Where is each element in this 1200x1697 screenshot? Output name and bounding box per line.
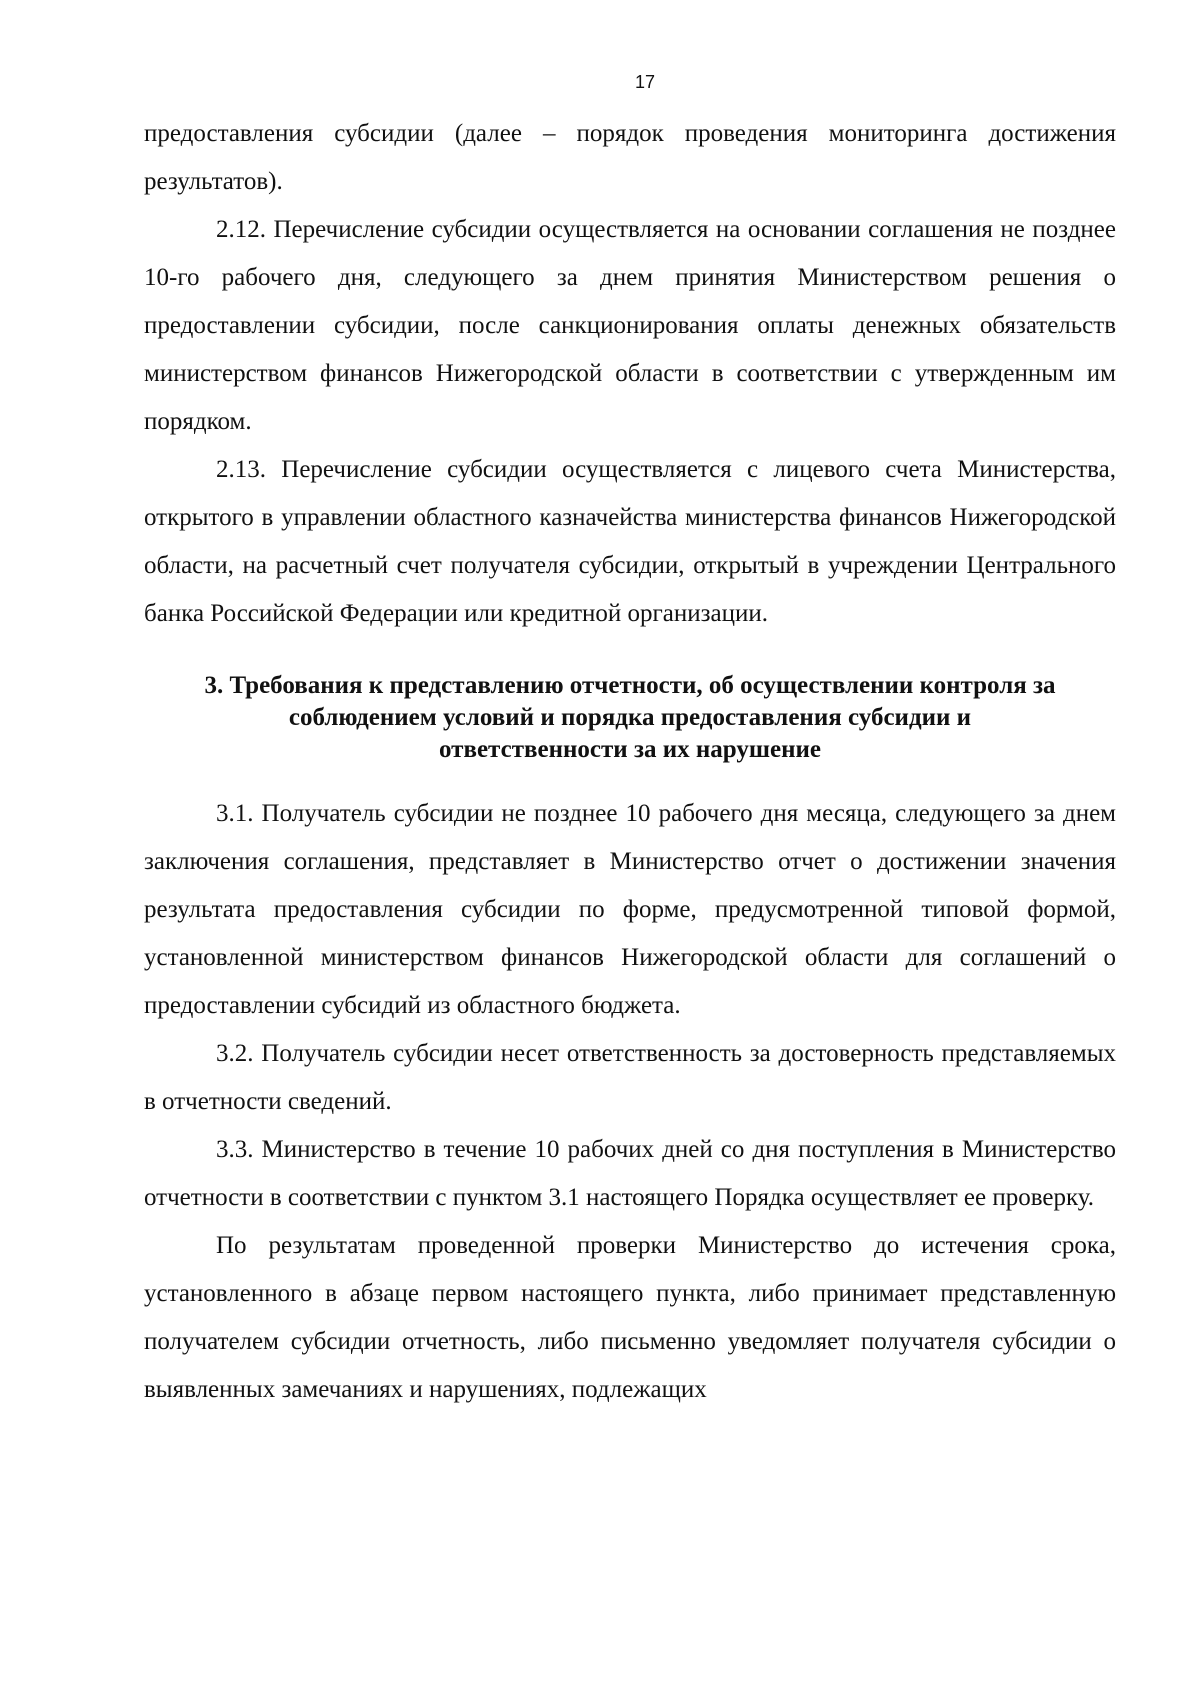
section-title-line: соблюдением условий и порядка предоставления субсидии и: [288, 704, 972, 731]
paragraph-continuation: предоставления субсидии (далее – порядок проведения мониторинга достижения результатов).: [144, 120, 1116, 195]
paragraph-results: По результатам проведенной проверки Министерство до истечения срока, установленного в абзаце первом настоящего пункта, либо принимает представленную получателем субсидии отчетность, либо письменно уведомляет получателя субсидии о выявленных замечаниях и нарушениях, подлежащих: [144, 1232, 1116, 1403]
section-title-line: 3. Требования к представлению отчетности, об осуществлении контроля за: [204, 672, 1056, 699]
paragraph-2-12: 2.12. Перечисление субсидии осуществляется на основании соглашения не позднее 10-го рабочего дня, следующего за днем принятия Министерством решения о предоставлении субсидии, после санкционирования оплаты денежных обязательств министерством финансов Нижегородской области в соответствии с утвержденным им порядком.: [144, 216, 1116, 435]
page-number: 17: [634, 72, 656, 92]
paragraphs-before: [144, 110, 1116, 638]
paragraphs-after: [144, 790, 1116, 1414]
paragraph-3-3: 3.3. Министерство в течение 10 рабочих дней со дня поступления в Министерство отчетности в соответствии с пунктом 3.1 настоящего Порядка осуществляет ее проверку.: [144, 1136, 1116, 1211]
section-title: [144, 670, 1116, 766]
paragraph-2-13: 2.13. Перечисление субсидии осуществляется с лицевого счета Министерства, открытого в управлении областного казначейства министерства финансов Нижегородской области, на расчетный счет получателя субсидии, открытый в учреждении Центрального банка Российской Федерации или кредитной организации.: [144, 456, 1116, 627]
paragraph-3-2: 3.2. Получатель субсидии несет ответственность за достоверность представляемых в отчетности сведений.: [144, 1040, 1116, 1115]
paragraph-3-1: 3.1. Получатель субсидии не позднее 10 рабочего дня месяца, следующего за днем заключения соглашения, представляет в Министерство отчет о достижении значения результата предоставления субсидии по форме, предусмотренной типовой формой, установленной министерством финансов Нижегородской области для соглашений о предоставлении субсидий из областного бюджета.: [144, 800, 1116, 1019]
section-title-line: ответственности за их нарушение: [439, 736, 821, 763]
